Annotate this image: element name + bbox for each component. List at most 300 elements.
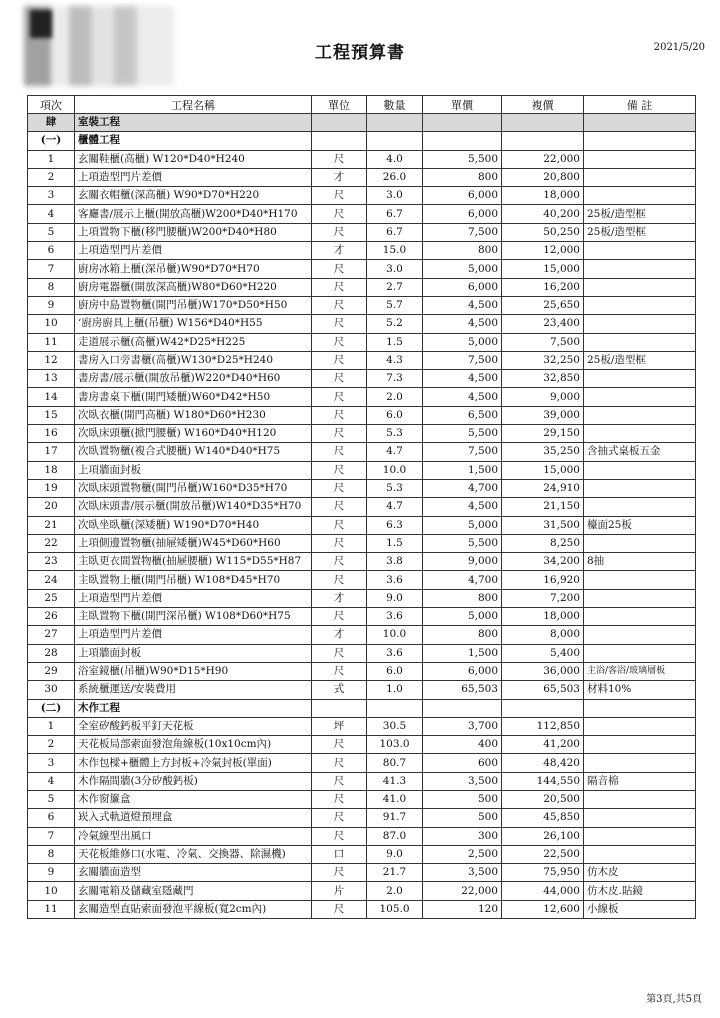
cell-item-no: 11 (28, 333, 75, 351)
cell-unit: 尺 (312, 333, 367, 351)
table-row (28, 370, 696, 388)
cell-name: 玄關鞋櫃(高櫃) W120*D40*H240 (75, 150, 312, 168)
cell-name: 次臥床頭置物櫃(開門吊櫃)W160*D35*H70 (75, 479, 312, 497)
cell-name: 木作包樑+櫃體上方封板+冷氣封板(單面) (75, 754, 312, 772)
cell-quantity: 5.3 (367, 479, 423, 497)
cell-quantity: 103.0 (367, 736, 423, 754)
cell-unit-price: 7,500 (423, 351, 502, 369)
cell-item-no: 30 (28, 681, 75, 699)
cell-remarks (584, 754, 696, 772)
cell-quantity: 7.3 (367, 370, 423, 388)
table-row (28, 351, 696, 369)
cell-unit-price: 6,000 (423, 662, 502, 680)
table-row (28, 662, 696, 680)
cell-unit-price: 400 (423, 736, 502, 754)
cell-item-no: 11 (28, 900, 75, 918)
cell-name: 廚房冰箱上櫃(深吊櫃)W90*D70*H70 (75, 260, 312, 278)
cell-unit: 片 (312, 882, 367, 900)
cell-name: 次臥置物櫃(複合式腰櫃) W140*D40*H75 (75, 443, 312, 461)
cell-quantity: 10.0 (367, 461, 423, 479)
cell-quantity: 3.6 (367, 571, 423, 589)
cell-remarks (584, 315, 696, 333)
document-title: 工程預算書 (315, 43, 405, 63)
cell-unit: 尺 (312, 278, 367, 296)
cell-item-no: 3 (28, 187, 75, 205)
cell-total: 75,950 (502, 864, 584, 882)
cell-item-no: 8 (28, 278, 75, 296)
cell-item-no: 20 (28, 498, 75, 516)
cell-name: 主臥更衣間置物櫃(抽屜腰櫃) W115*D55*H87 (75, 553, 312, 571)
cell-name: ʻ廚房廚具上櫃(吊櫃) W156*D40*H55 (75, 315, 312, 333)
table-row (28, 223, 696, 241)
cell-quantity: 6.0 (367, 406, 423, 424)
cell-item-no: 9 (28, 296, 75, 314)
cell-name: 冷氣線型出風口 (75, 827, 312, 845)
cell-unit: 尺 (312, 864, 367, 882)
cell-remarks (584, 242, 696, 260)
cell-total: 8,000 (502, 626, 584, 644)
cell-quantity: 41.0 (367, 790, 423, 808)
cell-quantity: 105.0 (367, 900, 423, 918)
cell-unit-price: 3,700 (423, 717, 502, 735)
cell-unit: 坪 (312, 717, 367, 735)
cell-quantity: 1.5 (367, 333, 423, 351)
cell-unit-price: 4,500 (423, 388, 502, 406)
cell-unit-price: 5,000 (423, 516, 502, 534)
col-header-name: 工程名稱 (75, 96, 312, 114)
cell-quantity: 4.7 (367, 498, 423, 516)
cell-unit-price: 4,500 (423, 498, 502, 516)
cell-total: 18,000 (502, 608, 584, 626)
cell-unit-price: 7,500 (423, 223, 502, 241)
cell-remarks (584, 370, 696, 388)
document-date: 2021/5/20 (653, 42, 705, 53)
cell-item-no: 5 (28, 223, 75, 241)
cell-unit: 尺 (312, 406, 367, 424)
cell-unit: 尺 (312, 772, 367, 790)
cell-unit-price: 6,000 (423, 187, 502, 205)
cell-unit: 尺 (312, 461, 367, 479)
cell-item-no: 12 (28, 351, 75, 369)
cell-quantity: 80.7 (367, 754, 423, 772)
cell-total: 5,400 (502, 644, 584, 662)
cell-unit-price: 500 (423, 790, 502, 808)
section-number: 肆 (28, 114, 75, 132)
cell-unit-price: 4,700 (423, 479, 502, 497)
cell-quantity: 10.0 (367, 626, 423, 644)
cell-name: 上項造型門片差價 (75, 168, 312, 186)
cell-total: 23,400 (502, 315, 584, 333)
cell-quantity: 6.7 (367, 223, 423, 241)
cell-total: 112,850 (502, 717, 584, 735)
cell-total: 24,910 (502, 479, 584, 497)
table-row (28, 278, 696, 296)
table-row (28, 498, 696, 516)
cell-remarks (584, 150, 696, 168)
table-row (28, 205, 696, 223)
cell-item-no: 26 (28, 608, 75, 626)
cell-name: 上項置物下櫃(移門腰櫃)W200*D40*H80 (75, 223, 312, 241)
cell-quantity: 5.2 (367, 315, 423, 333)
cell-remarks (584, 260, 696, 278)
cell-name: 木作窗簾盒 (75, 790, 312, 808)
cell-unit-price: 9,000 (423, 553, 502, 571)
table-row (28, 260, 696, 278)
cell-quantity: 15.0 (367, 242, 423, 260)
table-row (28, 296, 696, 314)
cell-remarks (584, 479, 696, 497)
table-row (28, 608, 696, 626)
table-row (28, 717, 696, 735)
cell-unit: 尺 (312, 516, 367, 534)
cell-unit: 尺 (312, 736, 367, 754)
cell-name: 書房入口旁書櫃(高櫃)W130*D25*H240 (75, 351, 312, 369)
cell-unit: 尺 (312, 900, 367, 918)
cell-name: 崁入式軌道燈預埋盒 (75, 809, 312, 827)
cell-quantity: 5.7 (367, 296, 423, 314)
cell-remarks: 25板/造型框 (584, 351, 696, 369)
cell-unit: 口 (312, 845, 367, 863)
cell-unit-price: 300 (423, 827, 502, 845)
cell-name: 次臥坐臥櫃(深矮櫃) W190*D70*H40 (75, 516, 312, 534)
cell-name: 上項造型門片差價 (75, 626, 312, 644)
cell-total: 16,200 (502, 278, 584, 296)
cell-unit: 尺 (312, 425, 367, 443)
cell-unit: 尺 (312, 205, 367, 223)
cell-remarks (584, 278, 696, 296)
cell-total: 31,500 (502, 516, 584, 534)
cell-remarks (584, 187, 696, 205)
cell-total: 12,000 (502, 242, 584, 260)
cell-remarks (584, 717, 696, 735)
cell-item-no: 4 (28, 772, 75, 790)
cell-name: 玄關牆面造型 (75, 864, 312, 882)
cell-remarks (584, 296, 696, 314)
cell-item-no: 4 (28, 205, 75, 223)
cell-unit: 尺 (312, 498, 367, 516)
table-row (28, 479, 696, 497)
cell-unit: 尺 (312, 827, 367, 845)
cell-item-no: 15 (28, 406, 75, 424)
group-header-row (28, 132, 696, 150)
cell-name: 次臥床頭櫃(掀門腰櫃) W160*D40*H120 (75, 425, 312, 443)
col-header-item-no: 項次 (28, 96, 75, 114)
cell-unit-price: 5,500 (423, 534, 502, 552)
cell-item-no: 21 (28, 516, 75, 534)
table-row (28, 882, 696, 900)
cell-unit: 尺 (312, 809, 367, 827)
cell-total: 20,800 (502, 168, 584, 186)
cell-remarks (584, 790, 696, 808)
cell-remarks (584, 809, 696, 827)
cell-remarks: 仿木皮.貼鏡 (584, 882, 696, 900)
cell-quantity: 3.6 (367, 644, 423, 662)
cell-item-no: 29 (28, 662, 75, 680)
cell-name: 玄關衣帽櫃(深高櫃) W90*D70*H220 (75, 187, 312, 205)
cell-total: 48,420 (502, 754, 584, 772)
cell-unit-price: 5,000 (423, 260, 502, 278)
cell-item-no: 17 (28, 443, 75, 461)
cell-total: 144,550 (502, 772, 584, 790)
table-row (28, 461, 696, 479)
table-row (28, 900, 696, 918)
cell-remarks (584, 498, 696, 516)
cell-item-no: 13 (28, 370, 75, 388)
cell-unit-price: 4,700 (423, 571, 502, 589)
table-row (28, 736, 696, 754)
table-row (28, 315, 696, 333)
cell-total: 29,150 (502, 425, 584, 443)
cell-unit: 尺 (312, 534, 367, 552)
cell-unit: 尺 (312, 644, 367, 662)
cell-remarks (584, 571, 696, 589)
cell-total: 34,200 (502, 553, 584, 571)
cell-item-no: 14 (28, 388, 75, 406)
budget-table (27, 95, 696, 919)
cell-total: 7,500 (502, 333, 584, 351)
cell-total: 22,500 (502, 845, 584, 863)
cell-quantity: 3.0 (367, 187, 423, 205)
cell-remarks: 25板/造型框 (584, 205, 696, 223)
cell-unit-price: 500 (423, 809, 502, 827)
cell-quantity: 9.0 (367, 845, 423, 863)
cell-quantity: 9.0 (367, 589, 423, 607)
cell-remarks: 主浴/客浴/玻璃層板 (584, 662, 696, 680)
cell-remarks (584, 827, 696, 845)
table-row (28, 626, 696, 644)
cell-quantity: 91.7 (367, 809, 423, 827)
cell-name: 上項造型門片差價 (75, 589, 312, 607)
cell-remarks: 材料10% (584, 681, 696, 699)
cell-unit: 才 (312, 168, 367, 186)
cell-unit-price: 5,000 (423, 333, 502, 351)
cell-unit: 尺 (312, 479, 367, 497)
table-header-row (28, 96, 696, 114)
cell-unit-price: 800 (423, 626, 502, 644)
cell-name: 天花板維修口(水電、冷氣、交換器、除濕機) (75, 845, 312, 863)
cell-total: 41,200 (502, 736, 584, 754)
cell-quantity: 5.3 (367, 425, 423, 443)
cell-total: 39,000 (502, 406, 584, 424)
cell-remarks: 隔音棉 (584, 772, 696, 790)
cell-quantity: 21.7 (367, 864, 423, 882)
cell-item-no: 6 (28, 809, 75, 827)
cell-unit: 尺 (312, 315, 367, 333)
cell-total: 36,000 (502, 662, 584, 680)
cell-item-no: 28 (28, 644, 75, 662)
cell-item-no: 9 (28, 864, 75, 882)
cell-total: 32,250 (502, 351, 584, 369)
table-row (28, 168, 696, 186)
cell-unit: 尺 (312, 662, 367, 680)
cell-total: 45,850 (502, 809, 584, 827)
cell-total: 16,920 (502, 571, 584, 589)
cell-item-no: 23 (28, 553, 75, 571)
cell-name: 浴室鏡櫃(吊櫃)W90*D15*H90 (75, 662, 312, 680)
cell-unit-price: 7,500 (423, 443, 502, 461)
cell-unit-price: 800 (423, 168, 502, 186)
cell-quantity: 87.0 (367, 827, 423, 845)
cell-quantity: 2.0 (367, 388, 423, 406)
table-row (28, 333, 696, 351)
table-row (28, 425, 696, 443)
cell-name: 木作隔間牆(3分矽酸鈣板) (75, 772, 312, 790)
cell-item-no: 24 (28, 571, 75, 589)
cell-item-no: 18 (28, 461, 75, 479)
cell-quantity: 1.0 (367, 681, 423, 699)
cell-name: 次臥床頭書/展示櫃(開放吊櫃)W140*D35*H70 (75, 498, 312, 516)
section-name: 室裝工程 (75, 114, 312, 132)
cell-remarks: 小線板 (584, 900, 696, 918)
cell-item-no: 6 (28, 242, 75, 260)
cell-unit-price: 4,500 (423, 370, 502, 388)
cell-total: 12,600 (502, 900, 584, 918)
cell-name: 主臥置物上櫃(開門吊櫃) W108*D45*H70 (75, 571, 312, 589)
company-logo-mark (30, 10, 52, 38)
cell-total: 40,200 (502, 205, 584, 223)
group-name: 櫃體工程 (75, 132, 312, 150)
table-row (28, 553, 696, 571)
table-row (28, 388, 696, 406)
table-row (28, 242, 696, 260)
cell-unit-price: 1,500 (423, 644, 502, 662)
cell-unit-price: 5,000 (423, 608, 502, 626)
table-row (28, 571, 696, 589)
cell-unit: 尺 (312, 608, 367, 626)
cell-unit: 尺 (312, 296, 367, 314)
cell-unit-price: 6,000 (423, 205, 502, 223)
cell-item-no: 10 (28, 882, 75, 900)
cell-name: 走道展示櫃(高櫃)W42*D25*H225 (75, 333, 312, 351)
col-header-remarks: 備 註 (584, 96, 696, 114)
cell-total: 50,250 (502, 223, 584, 241)
cell-item-no: 2 (28, 736, 75, 754)
cell-name: 主臥置物下櫃(開門深吊櫃) W108*D60*H75 (75, 608, 312, 626)
table-row (28, 864, 696, 882)
cell-total: 20,500 (502, 790, 584, 808)
cell-unit-price: 800 (423, 242, 502, 260)
col-header-unit-price: 單價 (423, 96, 502, 114)
cell-quantity: 41.3 (367, 772, 423, 790)
cell-remarks (584, 461, 696, 479)
cell-total: 65,503 (502, 681, 584, 699)
cell-unit: 尺 (312, 790, 367, 808)
cell-total: 32,850 (502, 370, 584, 388)
cell-quantity: 4.3 (367, 351, 423, 369)
cell-total: 18,000 (502, 187, 584, 205)
cell-name: 上項造型門片差價 (75, 242, 312, 260)
cell-unit-price: 120 (423, 900, 502, 918)
cell-remarks: 8抽 (584, 553, 696, 571)
cell-name: 書房書桌下櫃(開門矮櫃)W60*D42*H50 (75, 388, 312, 406)
table-row (28, 534, 696, 552)
cell-unit: 尺 (312, 187, 367, 205)
cell-name: 系統櫃運送/安裝費用 (75, 681, 312, 699)
cell-unit-price: 65,503 (423, 681, 502, 699)
table-row (28, 790, 696, 808)
cell-unit-price: 4,500 (423, 315, 502, 333)
cell-quantity: 3.6 (367, 608, 423, 626)
cell-remarks (584, 589, 696, 607)
cell-unit-price: 22,000 (423, 882, 502, 900)
cell-quantity: 3.8 (367, 553, 423, 571)
col-header-unit: 單位 (312, 96, 367, 114)
cell-unit-price: 800 (423, 589, 502, 607)
group-number: (二) (28, 699, 75, 717)
cell-name: 全室矽酸鈣板平釘天花板 (75, 717, 312, 735)
cell-item-no: 7 (28, 827, 75, 845)
cell-remarks (584, 168, 696, 186)
table-row (28, 827, 696, 845)
cell-remarks (584, 534, 696, 552)
col-header-quantity: 數量 (367, 96, 423, 114)
table-row (28, 187, 696, 205)
cell-remarks (584, 644, 696, 662)
cell-unit-price: 600 (423, 754, 502, 772)
cell-unit: 尺 (312, 571, 367, 589)
table-row (28, 443, 696, 461)
cell-item-no: 25 (28, 589, 75, 607)
cell-item-no: 8 (28, 845, 75, 863)
cell-unit: 才 (312, 626, 367, 644)
cell-item-no: 1 (28, 150, 75, 168)
cell-unit-price: 3,500 (423, 864, 502, 882)
cell-quantity: 4.0 (367, 150, 423, 168)
cell-total: 15,000 (502, 461, 584, 479)
table-row (28, 754, 696, 772)
cell-unit-price: 6,500 (423, 406, 502, 424)
table-row (28, 406, 696, 424)
cell-unit: 尺 (312, 370, 367, 388)
cell-name: 玄關造型直貼索面發泡平線板(寬2cm內) (75, 900, 312, 918)
cell-unit: 尺 (312, 553, 367, 571)
cell-remarks (584, 626, 696, 644)
cell-unit-price: 5,500 (423, 425, 502, 443)
table-row (28, 845, 696, 863)
cell-unit: 式 (312, 681, 367, 699)
cell-remarks (584, 608, 696, 626)
group-number: (一) (28, 132, 75, 150)
cell-remarks (584, 736, 696, 754)
cell-item-no: 2 (28, 168, 75, 186)
cell-quantity: 3.0 (367, 260, 423, 278)
cell-remarks (584, 406, 696, 424)
cell-name: 書房書/展示櫃(開放吊櫃)W220*D40*H60 (75, 370, 312, 388)
cell-total: 21,150 (502, 498, 584, 516)
cell-quantity: 30.5 (367, 717, 423, 735)
cell-unit: 尺 (312, 443, 367, 461)
cell-quantity: 1.5 (367, 534, 423, 552)
cell-unit: 尺 (312, 388, 367, 406)
cell-unit-price: 5,500 (423, 150, 502, 168)
cell-name: 廚房電器櫃(開放深高櫃)W80*D60*H220 (75, 278, 312, 296)
cell-item-no: 1 (28, 717, 75, 735)
cell-item-no: 10 (28, 315, 75, 333)
col-header-total: 複價 (502, 96, 584, 114)
group-header-row (28, 699, 696, 717)
cell-item-no: 3 (28, 754, 75, 772)
cell-name: 上項側邊置物櫃(抽屜矮櫃)W45*D60*H60 (75, 534, 312, 552)
table-row (28, 150, 696, 168)
cell-remarks: 25板/造型框 (584, 223, 696, 241)
cell-unit-price: 1,500 (423, 461, 502, 479)
page-number: 第3頁,共5頁 (646, 994, 702, 1005)
cell-unit-price: 2,500 (423, 845, 502, 863)
table-row (28, 589, 696, 607)
cell-name: 天花板局部索面發泡角線板(10x10cm內) (75, 736, 312, 754)
cell-total: 7,200 (502, 589, 584, 607)
cell-name: 次臥衣櫃(開門高櫃) W180*D60*H230 (75, 406, 312, 424)
